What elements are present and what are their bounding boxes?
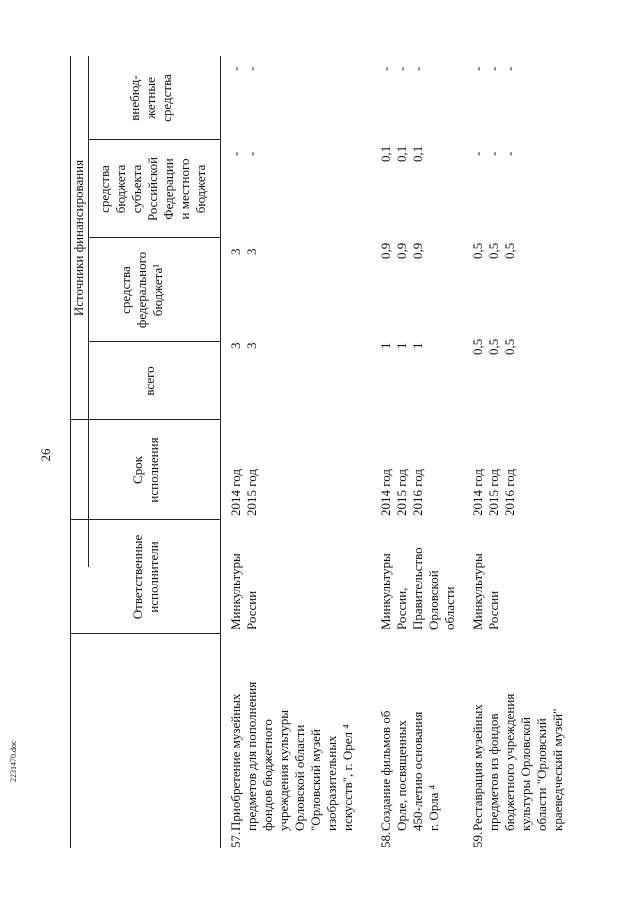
- row-name: Создание фильмов об Орле, посвященных 450-летию основания г. Орла ⁴: [378, 710, 441, 831]
- header-total: всего: [142, 366, 157, 396]
- row-federal: 0,5 0,5 0,5: [470, 242, 517, 259]
- row-number: 58.: [378, 831, 393, 848]
- row-offbudget: - - -: [470, 66, 517, 71]
- row-regional: 0,1 0,1 0,1: [378, 145, 425, 162]
- row-total: 1 1 1: [378, 342, 425, 349]
- row-term: 2014 год 2015 год 2016 год: [470, 469, 517, 516]
- row-term: 2014 год 2015 год: [228, 469, 259, 516]
- header-sources: Источники финансирования: [71, 159, 86, 317]
- row-offbudget: - -: [228, 66, 259, 71]
- row-federal: 3 3: [228, 248, 259, 255]
- row-name: Приобретение музейных предметов для пополнения фондов бюджетного учреждения культуры Орловской области "Орловский музей изобразительных искусств", г. Орел ⁴: [228, 681, 355, 831]
- row-federal: 0,9 0,9 0,9: [378, 242, 425, 259]
- header-regional: средства бюджета субъекта Российской Федерации и местного бюджета: [97, 156, 208, 222]
- financing-table: [70, 56, 580, 848]
- header-federal: средства федерального бюджета¹: [118, 251, 165, 329]
- header-responsible: Ответственные исполнители: [130, 534, 161, 620]
- row-total: 0,5 0,5 0,5: [470, 338, 517, 355]
- row-number: 59.: [470, 831, 485, 848]
- row-name: Реставрация музейных предметов из фондов бюджетного учреждения культуры Орловской области "Орловский краеведческий музей": [470, 693, 565, 831]
- header-bottom-rule: [220, 56, 221, 848]
- row-total: 3 3: [228, 342, 259, 349]
- row-regional: - -: [228, 151, 259, 156]
- row-responsible: Минкультуры России: [470, 553, 501, 630]
- row-term: 2014 год 2015 год 2016 год: [378, 469, 425, 516]
- row-offbudget: - - -: [378, 66, 425, 71]
- page-number: 26: [38, 448, 53, 462]
- sources-rule: [88, 56, 89, 567]
- row-regional: - - -: [470, 151, 517, 156]
- row-responsible: Минкультуры России: [228, 553, 259, 630]
- row-responsible: Минкультуры России, Правительство Орловской области: [378, 547, 457, 630]
- row-number: 57.: [228, 831, 243, 848]
- doc-id: 2231470.doc: [9, 740, 18, 782]
- header-offbudget: внебюд- жетные средства: [127, 74, 174, 122]
- header-term: Срок исполнения: [130, 437, 161, 503]
